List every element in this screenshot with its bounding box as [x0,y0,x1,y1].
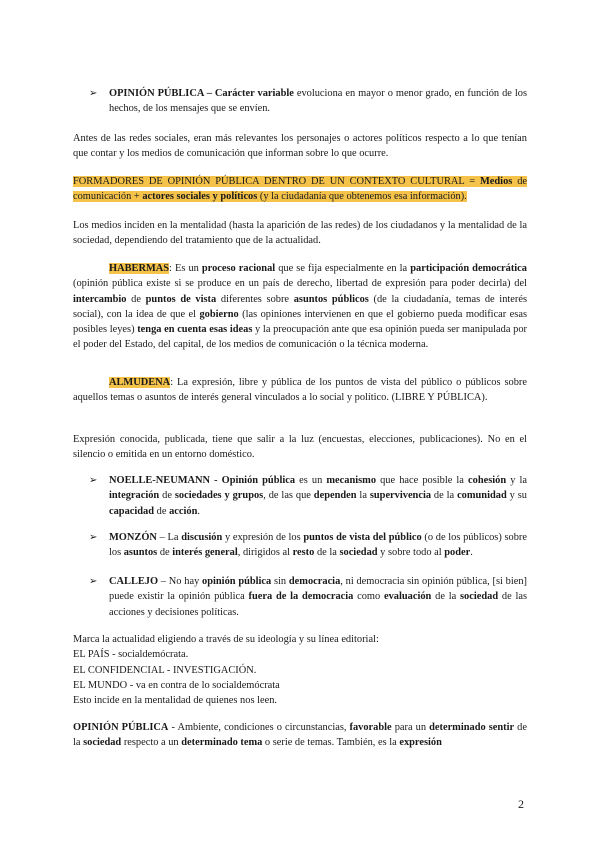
paragraph-habermas: HABERMAS: Es un proceso racional que se fija especialmente en la participación democrática (opinión pública existe si se produce en un país de derecho, libertad de expresión para poder decirla) del intercambio de puntos de vista diferentes sobre asuntos públicos (de la ciudadanía, temas de interés social), con la idea de que el gobierno (las opiniones intervienen en que el gobierno pueda modificar esas posibles leyes) tenga en cuenta esas ideas y la preocupación ante que esa opinión pueda ser manipulada por el poder del Estado, del capital, de los medios de comunicación o la técnica moderna. [73,263,528,351]
bullet-arrow-icon: ➢ [89,576,98,587]
bullet-arrow-icon: ➢ [89,532,98,543]
list-item: EL PAÍS - socialdemócrata. [73,649,189,661]
paragraph-opinion-publica-definicion: OPINIÓN PÚBLICA - Ambiente, condiciones o circunstancias, favorable para un determinado sentir de la sociedad respecto a un determinado tema o serie de temas. También, es la expresión [73,722,527,749]
bullet-arrow-icon: ➢ [89,475,98,486]
list-item: EL MUNDO - va en contra de lo socialdemócrata [73,679,280,691]
paragraph-noelle-neumann: NOELLE-NEUMANN - Opinión pública es un mecanismo que hace posible la cohesión y la integración de sociedades y grupos, de las que dependen la supervivencia de la comunidad y su capacidad de acción. [109,475,527,517]
paragraph-marca-actualidad [73,632,527,708]
paragraph-medios-inciden: Los medios inciden en la mentalidad (hasta la aparición de las redes) de los ciudadanos y la mentalidad de la sociedad, dependiendo del tratamiento que de la actualidad. [73,220,527,247]
page-number: 2 [518,797,524,811]
paragraph-almudena: ALMUDENA: La expresión, libre y pública de los puntos de vista del público o públicos sobre aquellos temas o asuntos de interés general vinculados a lo social y político. (LIBRE Y PÚBLICA). [73,377,527,404]
list-item: Marca la actualidad eligiendo a través de su ideología y su línea editorial: [73,634,379,645]
highlighted-name-habermas: HABERMAS [109,263,170,274]
bullet-arrow-icon: ➢ [89,88,98,99]
highlighted-text: FORMADORES DE OPINIÓN PÚBLICA DENTRO DE UN CONTEXTO CULTURAL = Medios de comunicación + actores sociales y políticos (y la ciudadanía que obtenemos esa información). [73,176,527,203]
list-item: EL CONFIDENCIAL - INVESTIGACIÓN. [73,664,257,676]
paragraph-expresion-conocida: Expresión conocida, publicada, tiene que salir a la luz (encuestas, elecciones, publicaciones). No en el silencio o emitida en un entorno doméstico. [73,434,527,461]
list-item: Esto incide en la mentalidad de quienes nos leen. [73,695,277,707]
paragraph-formadores [73,174,527,205]
paragraph-monzon: MONZÓN – La discusión y expresión de los puntos de vista del público (o de los públicos) sobre los asuntos de interés general, dirigidos al resto de la sociedad y sobre todo al poder. [109,532,528,559]
paragraph-opinion-publica-variable: OPINIÓN PÚBLICA – Carácter variable evoluciona en mayor o menor grado, en función de los hechos, de los mensajes que se envíen. [109,88,527,115]
paragraph-callejo: CALLEJO – No hay opinión pública sin democracia, ni democracia sin opinión pública, [si bien] puede existir la opinión pública fuera de la democracia como evaluación de la sociedad de las acciones y decisiones políticas. [109,576,528,618]
highlighted-name-almudena: ALMUDENA [109,377,171,388]
bold-term: OPINIÓN PÚBLICA – Carácter variable [109,88,294,99]
paragraph-redes-sociales: Antes de las redes sociales, eran más relevantes los personajes o actores políticos respecto a lo que tenían que contar y los medios de comunicación que informan sobre lo que ocurre. [73,133,527,160]
